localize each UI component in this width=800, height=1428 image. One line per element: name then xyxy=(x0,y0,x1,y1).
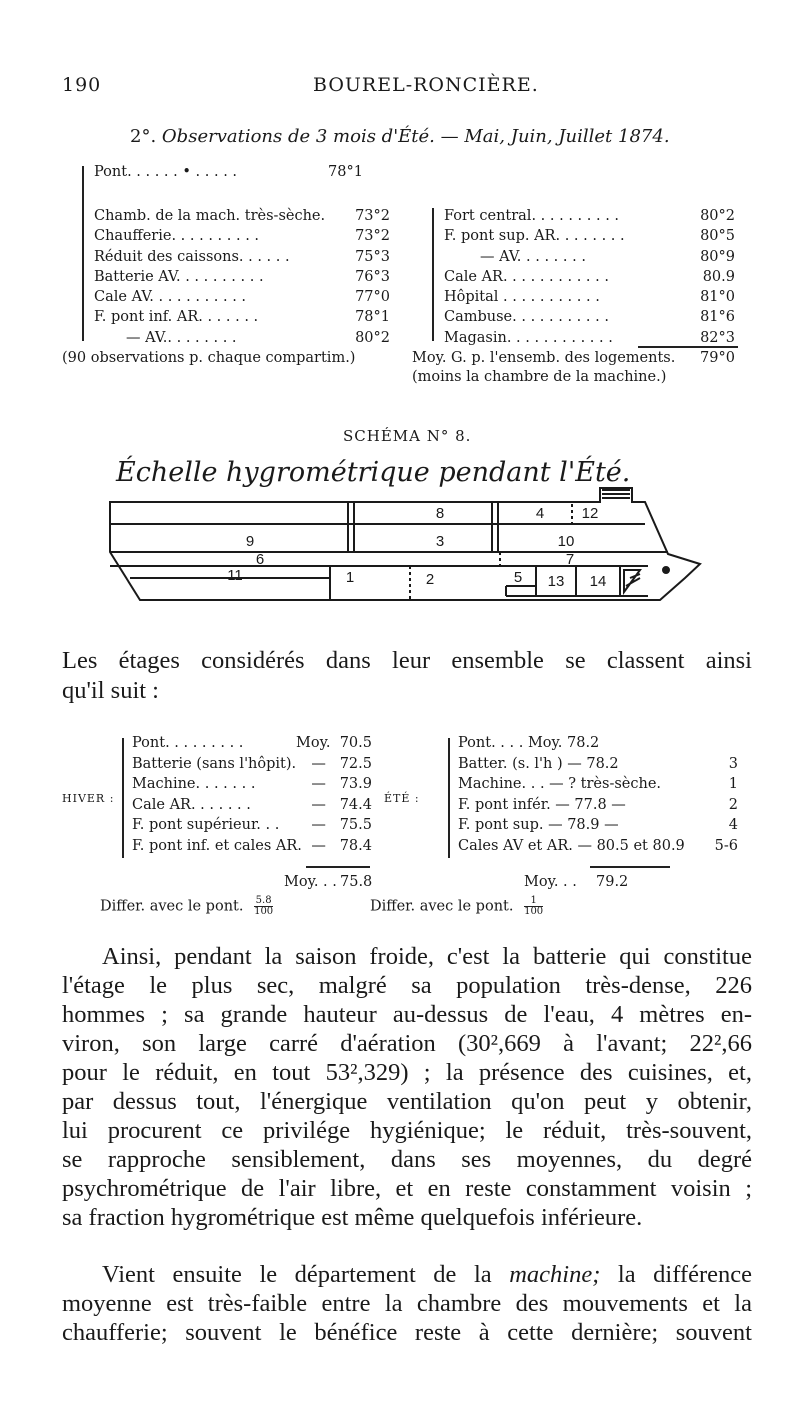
table1-note-right-2: (moins la chambre de la machine.) xyxy=(412,369,667,385)
section-number: 2°. xyxy=(130,126,157,147)
text-line: l'étage le plus sec, malgré sa population très-dense, 226 xyxy=(62,972,752,999)
running-title: BOUREL-RONCIÈRE. xyxy=(313,74,539,96)
right-brace xyxy=(432,208,434,341)
table1-left-row: Chaufferie. . . . . . . . . . 73°2 xyxy=(94,228,390,245)
schema-label: 8 xyxy=(435,505,445,522)
hiver-row: Batterie (sans l'hôpit). — 72.5 xyxy=(132,755,372,772)
text-line: chaufferie; souvent le bénéfice reste à cette dernière; souvent xyxy=(62,1319,752,1346)
table1-pont-row xyxy=(94,164,394,180)
table2-ete xyxy=(458,733,738,856)
text-line: pour le réduit, en tout 53²,329) ; la présence des cuisines, et, xyxy=(62,1059,752,1086)
schema-label: 5 xyxy=(513,569,523,586)
table2-hiver xyxy=(132,733,372,856)
table1-note-left: (90 observations p. chaque compartim.) xyxy=(62,350,356,366)
ete-brace xyxy=(448,738,450,858)
anchor-hole xyxy=(663,567,669,573)
schema-title: SCHÉMA N° 8. xyxy=(343,427,472,445)
hiver-label: HIVER : xyxy=(62,792,115,805)
table1-right-row: Hôpital . . . . . . . . . . . 81°0 xyxy=(444,289,735,306)
intro-line: Les étages considérés dans leur ensemble se classent ainsi xyxy=(62,647,752,674)
hatched-deckhouse xyxy=(602,490,630,498)
left-brace xyxy=(82,166,84,341)
ete-row: F. pont infér. — 77.8 — 2 xyxy=(458,796,738,813)
schema-label: 6 xyxy=(255,551,265,568)
page-number: 190 xyxy=(62,74,102,96)
text-line: Ainsi, pendant la saison froide, c'est la batterie qui constitue xyxy=(102,943,752,970)
text-line: par dessus tout, l'énergique ventilation qu'on peut y obtenir, xyxy=(62,1088,752,1115)
ete-row: F. pont sup. — 78.9 — 4 xyxy=(458,817,738,833)
schema-label: 7 xyxy=(565,551,575,568)
section-heading xyxy=(130,126,670,147)
hiver-brace xyxy=(122,738,124,858)
schema-label: 12 xyxy=(581,505,599,522)
text-line: se rapproche sensiblement, dans ses moyennes, du degré xyxy=(62,1146,752,1173)
ete-diff xyxy=(370,896,543,917)
ete-moy-label: Moy. . . xyxy=(524,874,577,890)
table1-left xyxy=(94,206,390,348)
table1-note-right-value: 79°0 xyxy=(700,350,735,366)
schema-caption: Échelle hygrométrique pendant l'Été. xyxy=(116,457,631,488)
table1-pont-label: Pont. . . . . . • . . . . . xyxy=(94,164,238,180)
ete-row: Pont. . . . Moy. 78.2 xyxy=(458,735,600,751)
table1-note-right: Moy. G. p. l'ensemb. des logements. xyxy=(412,350,676,366)
schema-label: 11 xyxy=(227,567,243,584)
hull-outline xyxy=(110,488,700,600)
intro-line: qu'il suit : xyxy=(62,677,159,704)
text-line: sa fraction hygrométrique est même quelquefois inférieure. xyxy=(62,1204,643,1231)
ete-row: Machine. . . — ? très-sèche. 1 xyxy=(458,776,738,792)
text-line: psychrométrique de l'air libre, et en reste constamment voisin ; xyxy=(62,1175,752,1202)
hiver-moy: 75.8 xyxy=(340,874,373,890)
hiver-moy-label: Moy. . . xyxy=(284,874,337,890)
schema-label: 4 xyxy=(535,505,545,522)
paragraph-2 xyxy=(62,1260,752,1347)
text-line: lui procurent ce privilége hygiénique; le réduit, très-souvent, xyxy=(62,1117,752,1144)
sum-rule xyxy=(638,346,738,348)
text-line: moyenne est très-faible entre la chambre des mouvements et la xyxy=(62,1290,752,1317)
table1-pont-value: 78°1 xyxy=(328,164,363,180)
hiver-row: Pont. . . . . . . . . Moy. 70.5 xyxy=(132,735,372,751)
hatched-bow xyxy=(624,570,640,592)
table1-right-row: Magasin. . . . . . . . . . . . 82°3 xyxy=(444,329,735,346)
hiver-diff-label: Differ. avec le pont. xyxy=(100,898,244,915)
table1-right-row: Fort central. . . . . . . . . . 80°2 xyxy=(444,208,735,224)
table1-right-row: Cale AR. . . . . . . . . . . . 80.9 xyxy=(444,268,735,285)
paragraph-1 xyxy=(62,942,752,1232)
table1-left-row: Batterie AV. . . . . . . . . . 76°3 xyxy=(94,268,390,285)
ete-sum-rule xyxy=(590,866,670,868)
text-line: Vient ensuite le département de la machine; la différence xyxy=(102,1261,752,1288)
schema-label: 13 xyxy=(547,573,565,590)
ete-row: Cales AV et AR. — 80.5 et 80.9 5-6 xyxy=(458,837,738,854)
ete-row: Batter. (s. l'h ) — 78.2 3 xyxy=(458,755,738,772)
table1-right-row: Cambuse. . . . . . . . . . . 81°6 xyxy=(444,309,735,326)
ship-diagram xyxy=(100,482,710,612)
table1-right xyxy=(444,206,735,348)
table1-left-row: F. pont inf. AR. . . . . . . 78°1 xyxy=(94,309,390,326)
table1-left-row: Cale AV. . . . . . . . . . . 77°0 xyxy=(94,289,390,306)
hiver-row: Machine. . . . . . . — 73.9 xyxy=(132,776,372,792)
schema-label: 1 xyxy=(345,569,355,586)
section-dates: Mai, Juin, Juillet 1874. xyxy=(464,126,670,147)
section-dash: — xyxy=(440,126,459,147)
section-title: Observations de 3 mois d'Été. xyxy=(161,126,435,147)
table1-left-row: — AV.. . . . . . . . 80°2 xyxy=(126,329,390,346)
hiver-diff-fraction: $\frac{5.8}{100}$ xyxy=(254,895,274,917)
table1-left-row: Réduit des caissons. . . . . . 75°3 xyxy=(94,248,390,265)
table1-right-row: F. pont sup. AR. . . . . . . . 80°5 xyxy=(444,228,735,245)
table1-left-row: Chamb. de la mach. très-sèche. 73°2 xyxy=(94,208,390,224)
schema-label: 2 xyxy=(425,571,435,588)
schema-label: 10 xyxy=(557,533,575,550)
schema-label: 9 xyxy=(245,533,255,550)
intro-paragraph xyxy=(62,646,752,706)
text-line: hommes ; sa grande hauteur au-dessus de l'eau, 4 mètres en- xyxy=(62,1001,752,1028)
hiver-row: F. pont supérieur. . . — 75.5 xyxy=(132,817,372,833)
schema-label: 14 xyxy=(589,573,607,590)
ete-diff-label: Differ. avec le pont. xyxy=(370,898,514,915)
schema-label: 3 xyxy=(435,533,445,550)
table1-right-row: — AV. . . . . . . . 80°9 xyxy=(480,248,735,265)
ete-moy: 79.2 xyxy=(596,874,629,890)
hiver-row: F. pont inf. et cales AR. — 78.4 xyxy=(132,837,372,854)
ete-label: ÉTÉ : xyxy=(384,792,420,805)
ete-diff-fraction: $\frac{1}{100}$ xyxy=(524,895,544,917)
hiver-diff xyxy=(100,896,273,917)
hiver-sum-rule xyxy=(306,866,370,868)
hiver-row: Cale AR. . . . . . . — 74.4 xyxy=(132,796,372,813)
text-line: viron, son large carré d'aération (30²,669 à l'avant; 22²,66 xyxy=(62,1030,752,1057)
